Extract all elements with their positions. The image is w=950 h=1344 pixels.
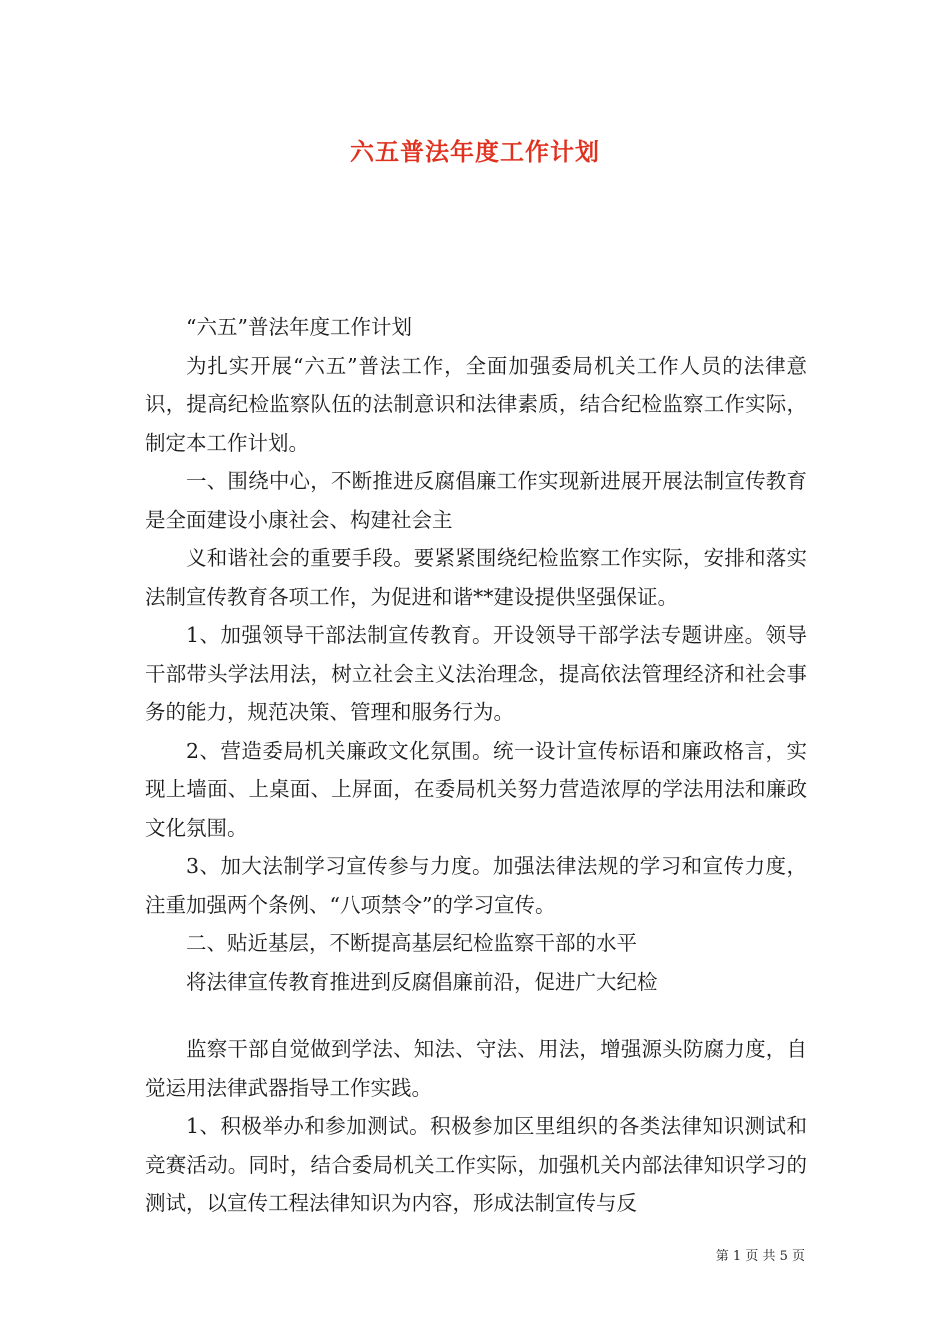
- paragraph: 将法律宣传教育推进到反腐倡廉前沿，促进广大纪检: [186, 969, 658, 994]
- page-number: 第 1 页 共 5 页: [715, 1249, 805, 1264]
- body-text-block-2: [145, 1030, 807, 1223]
- paragraph: 义和谐社会的重要手段。要紧紧围绕纪检监察工作实际，安排和落实法制宣传教育各项工作，为促进和谐**建设提供坚强保证。: [145, 546, 807, 609]
- body-text-block-1: [145, 308, 807, 1001]
- paragraph: 为扎实开展“六五”普法工作，全面加强委局机关工作人员的法律意识，提高纪检监察队伍的法制意识和法律素质，结合纪检监察工作实际，制定本工作计划。: [145, 353, 807, 455]
- paragraph: “六五”普法年度工作计划: [186, 315, 412, 339]
- paragraph: 监察干部自觉做到学法、知法、守法、用法，增强源头防腐力度，自觉运用法律武器指导工作实践。: [145, 1037, 807, 1100]
- paragraph: 1、积极举办和参加测试。积极参加区里组织的各类法律知识测试和竞赛活动。同时，结合委局机关工作实际，加强机关内部法律知识学习的测试，以宣传工程法律知识为内容，形成法制宣传与反: [145, 1114, 807, 1215]
- paragraph: 二、贴近基层，不断提高基层纪检监察干部的水平: [186, 931, 637, 955]
- paragraph: 3、加大法制学习宣传参与力度。加强法律法规的学习和宣传力度，注重加强两个条例、“八项禁令”的学习宣传。: [145, 854, 807, 917]
- document-title: 六五普法年度工作计划: [350, 137, 600, 166]
- paragraph: 一、围绕中心，不断推进反腐倡廉工作实现新进展开展法制宣传教育是全面建设小康社会、构建社会主: [145, 469, 807, 532]
- paragraph: 1、加强领导干部法制宣传教育。开设领导干部学法专题讲座。领导干部带头学法用法，树立社会主义法治理念，提高依法管理经济和社会事务的能力，规范决策、管理和服务行为。: [145, 623, 807, 724]
- paragraph: 2、营造委局机关廉政文化氛围。统一设计宣传标语和廉政格言，实现上墙面、上桌面、上屏面，在委局机关努力营造浓厚的学法用法和廉政文化氛围。: [145, 738, 807, 840]
